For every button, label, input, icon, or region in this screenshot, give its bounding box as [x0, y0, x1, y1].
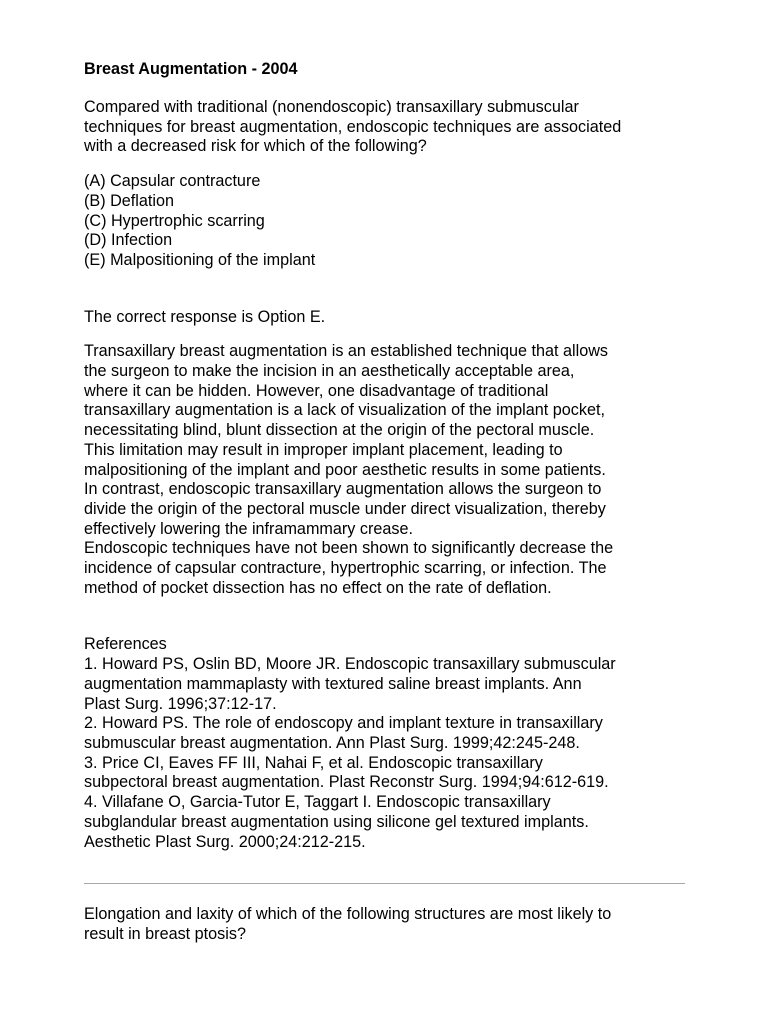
explanation-line: divide the origin of the pectoral muscle under direct visualization, thereby: [84, 499, 606, 518]
explanation-line: the surgeon to make the incision in an aesthetically acceptable area,: [84, 362, 575, 381]
question-1-stem-line: Compared with traditional (nonendoscopic) transaxillary submuscular: [84, 98, 579, 116]
reference-item: [84, 754, 694, 793]
answer-options: [84, 172, 694, 271]
option-a: (A) Capsular contracture: [84, 172, 261, 191]
question-1-stem: [84, 98, 694, 157]
reference-item: [84, 655, 694, 714]
explanation-line: malpositioning of the implant and poor aesthetic results in some patients.: [84, 460, 606, 479]
reference-line: submuscular breast augmentation. Ann Plast Surg. 1999;42:245-248.: [84, 733, 580, 752]
explanation: [84, 342, 694, 598]
references-list: [84, 655, 694, 852]
option-b: (B) Deflation: [84, 191, 174, 210]
reference-line: 3. Price CI, Eaves FF III, Nahai F, et al. Endoscopic transaxillary: [84, 753, 543, 772]
question-2-stem: [84, 905, 694, 944]
reference-item: [84, 714, 694, 753]
reference-line: augmentation mammaplasty with textured saline breast implants. Ann: [84, 674, 582, 693]
question-2-stem-line: result in breast ptosis?: [84, 924, 246, 943]
reference-item: [84, 793, 694, 852]
explanation-line: Transaxillary breast augmentation is an established technique that allows: [84, 342, 608, 361]
reference-line: Aesthetic Plast Surg. 2000;24:212-215.: [84, 832, 366, 851]
explanation-line: necessitating blind, blunt dissection at the origin of the pectoral muscle.: [84, 421, 595, 440]
reference-line: Plast Surg. 1996;37:12-17.: [84, 694, 277, 713]
question-1-stem-line: techniques for breast augmentation, endoscopic techniques are associated: [84, 117, 622, 136]
section-divider: [84, 883, 685, 884]
reference-line: subglandular breast augmentation using silicone gel textured implants.: [84, 812, 589, 831]
question-2-stem-line: Elongation and laxity of which of the following structures are most likely to: [84, 905, 612, 923]
explanation-line: Endoscopic techniques have not been shown to significantly decrease the: [84, 539, 614, 558]
explanation-line: incidence of capsular contracture, hypertrophic scarring, or infection. The: [84, 559, 607, 578]
option-e: (E) Malpositioning of the implant: [84, 250, 316, 269]
reference-line: 1. Howard PS, Oslin BD, Moore JR. Endoscopic transaxillary submuscular: [84, 655, 616, 674]
option-c: (C) Hypertrophic scarring: [84, 211, 265, 230]
explanation-line: transaxillary augmentation is a lack of visualization of the implant pocket,: [84, 401, 605, 420]
explanation-line: effectively lowering the inframammary crease.: [84, 519, 413, 538]
option-d: (D) Infection: [84, 231, 173, 250]
references-heading: References: [84, 635, 167, 654]
question-1-stem-line: with a decreased risk for which of the following?: [84, 137, 427, 156]
explanation-line: This limitation may result in improper implant placement, leading to: [84, 440, 563, 459]
document-body: [84, 60, 694, 852]
explanation-line: In contrast, endoscopic transaxillary augmentation allows the surgeon to: [84, 480, 602, 499]
explanation-line: method of pocket dissection has no effect on the rate of deflation.: [84, 578, 552, 597]
document-title: Breast Augmentation - 2004: [84, 60, 298, 78]
reference-line: 2. Howard PS. The role of endoscopy and implant texture in transaxillary: [84, 714, 603, 733]
explanation-line: where it can be hidden. However, one disadvantage of traditional: [84, 381, 549, 400]
reference-line: 4. Villafane O, Garcia-Tutor E, Taggart I. Endoscopic transaxillary: [84, 793, 551, 812]
reference-line: subpectoral breast augmentation. Plast Reconstr Surg. 1994;94:612-619.: [84, 773, 609, 792]
correct-answer: The correct response is Option E.: [84, 307, 326, 326]
